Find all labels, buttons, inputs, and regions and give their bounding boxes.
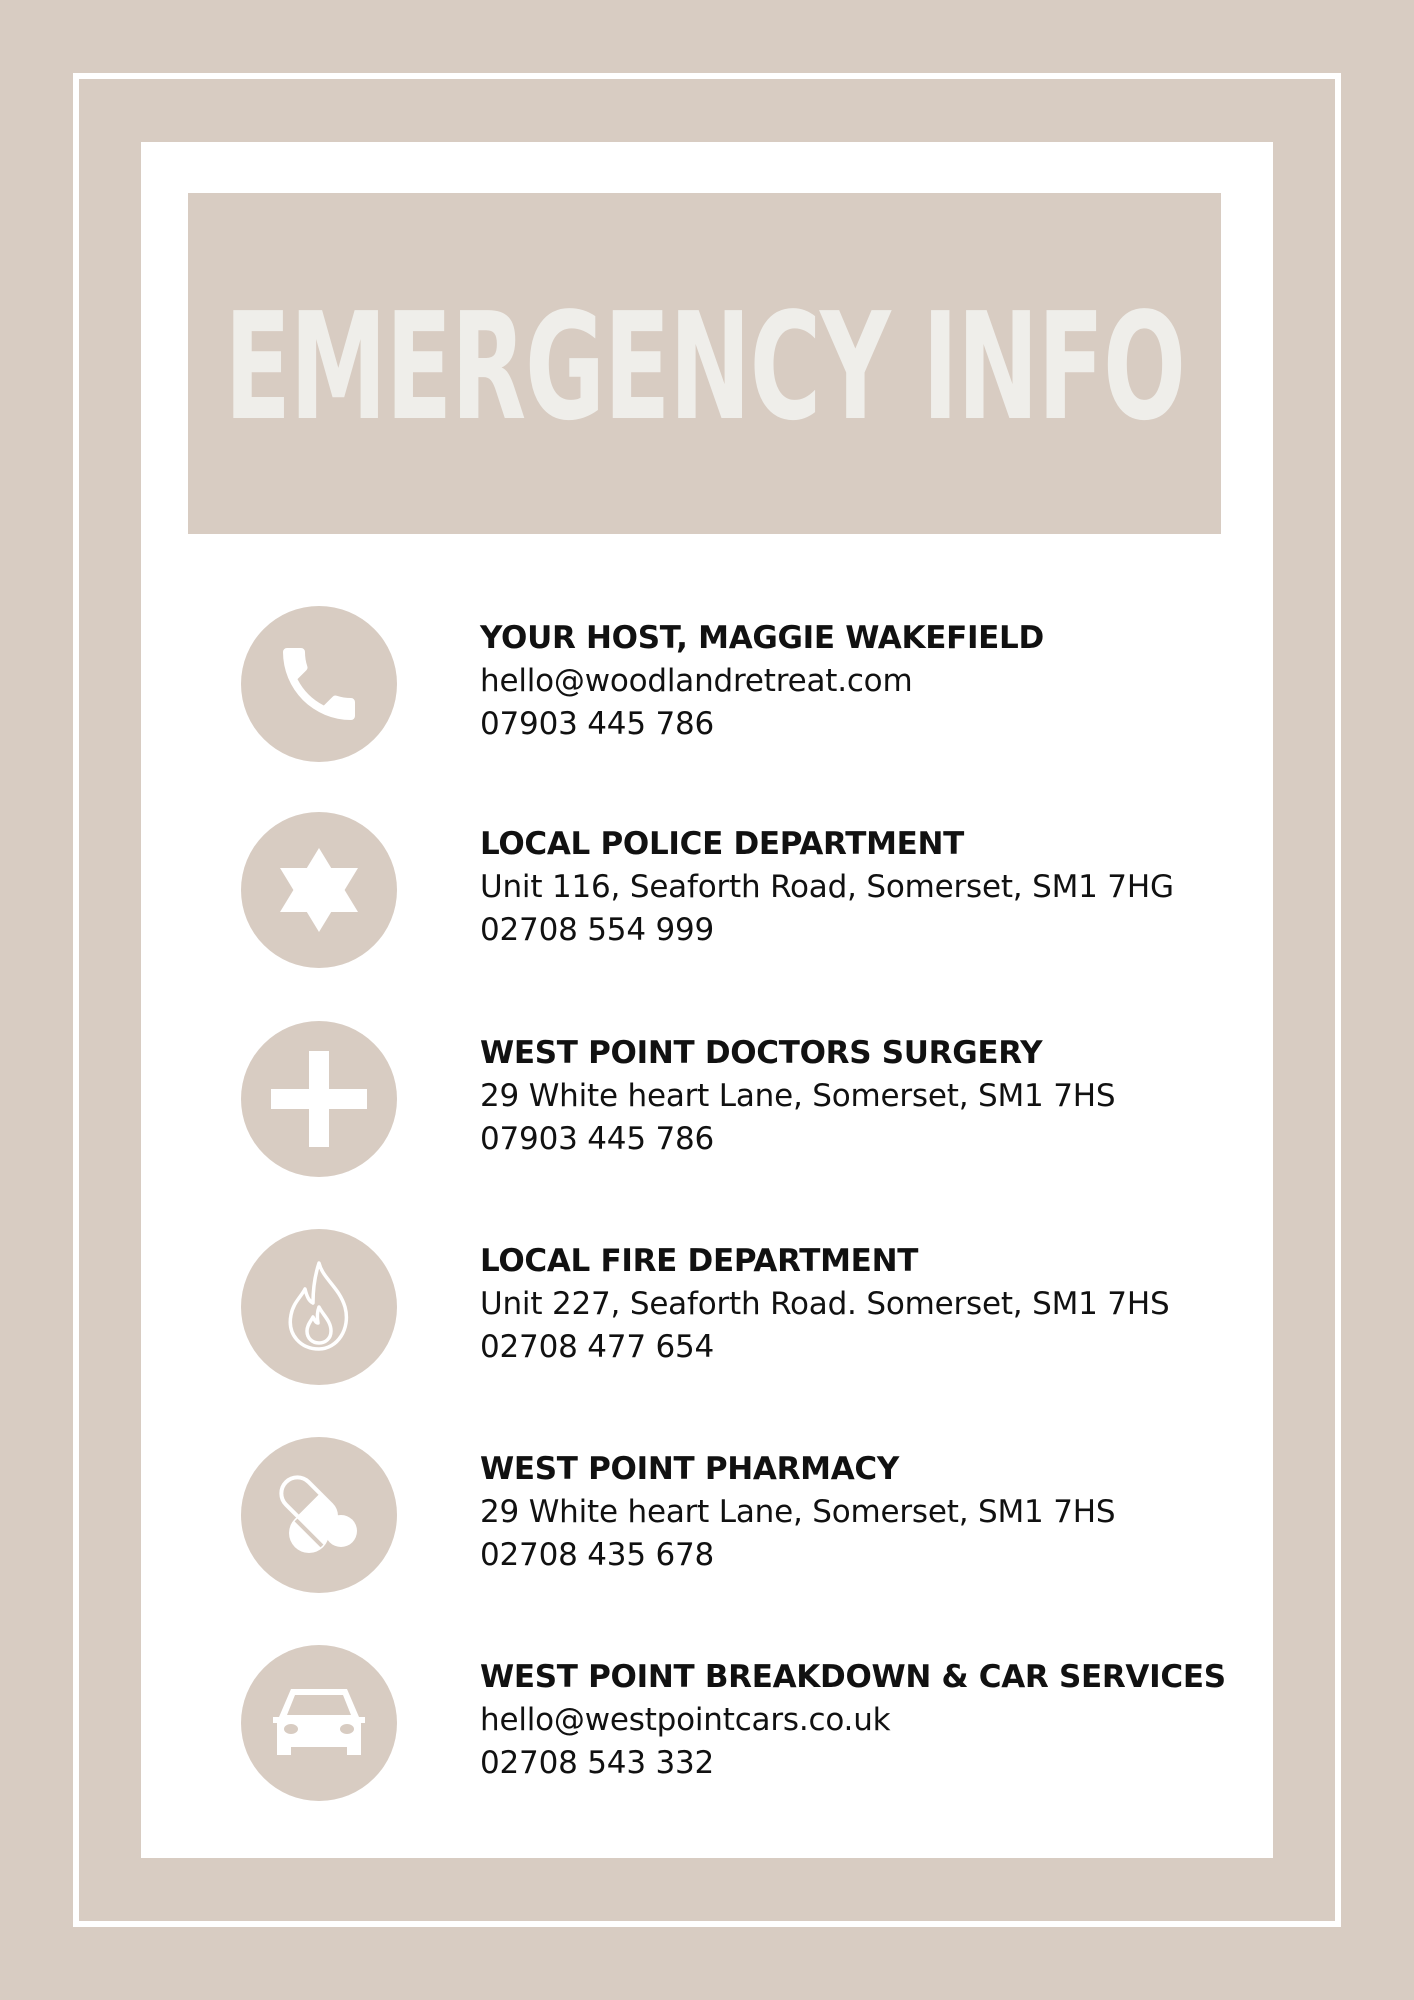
contact-entry-host <box>240 606 1200 766</box>
contact-phone[interactable]: 02708 554 999 <box>480 912 715 948</box>
contact-entry-car-services <box>240 1645 1226 1805</box>
contact-phone[interactable]: 07903 445 786 <box>480 1121 715 1157</box>
contact-phone[interactable]: 02708 543 332 <box>480 1745 715 1781</box>
contact-phone[interactable]: 02708 435 678 <box>480 1537 715 1573</box>
contact-title: YOUR HOST, MAGGIE WAKEFIELD <box>480 620 1044 656</box>
contact-address: 29 White heart Lane, Somerset, SM1 7HS <box>480 1494 1116 1530</box>
contact-entry-doctors <box>240 1021 1200 1181</box>
contact-address: 29 White heart Lane, Somerset, SM1 7HS <box>480 1078 1116 1114</box>
contact-title: LOCAL FIRE DEPARTMENT <box>480 1243 919 1279</box>
contact-phone[interactable]: 02708 477 654 <box>480 1329 715 1365</box>
contact-email[interactable]: hello@westpointcars.co.uk <box>480 1702 891 1738</box>
contact-phone[interactable]: 07903 445 786 <box>480 706 715 742</box>
star-of-david-icon <box>241 812 397 968</box>
medical-cross-icon <box>241 1021 397 1177</box>
flame-icon <box>241 1229 397 1385</box>
contact-title: LOCAL POLICE DEPARTMENT <box>480 826 964 862</box>
contact-entry-pharmacy <box>240 1437 1200 1597</box>
pills-icon <box>241 1437 397 1593</box>
contact-address: Unit 116, Seaforth Road, Somerset, SM1 7HG <box>480 869 1174 905</box>
title-banner <box>188 193 1221 534</box>
contact-email[interactable]: hello@woodlandretreat.com <box>480 663 913 699</box>
contact-address: Unit 227, Seaforth Road. Somerset, SM1 7HS <box>480 1286 1170 1322</box>
contact-entry-fire <box>240 1229 1200 1389</box>
page-title: EMERGENCY INFO <box>224 280 1185 453</box>
car-icon <box>241 1645 397 1801</box>
contact-title: WEST POINT PHARMACY <box>480 1451 899 1487</box>
contact-title: WEST POINT BREAKDOWN & CAR SERVICES <box>480 1659 1226 1695</box>
contact-entry-police <box>240 812 1200 972</box>
contact-title: WEST POINT DOCTORS SURGERY <box>480 1035 1043 1071</box>
phone-icon <box>241 606 397 762</box>
